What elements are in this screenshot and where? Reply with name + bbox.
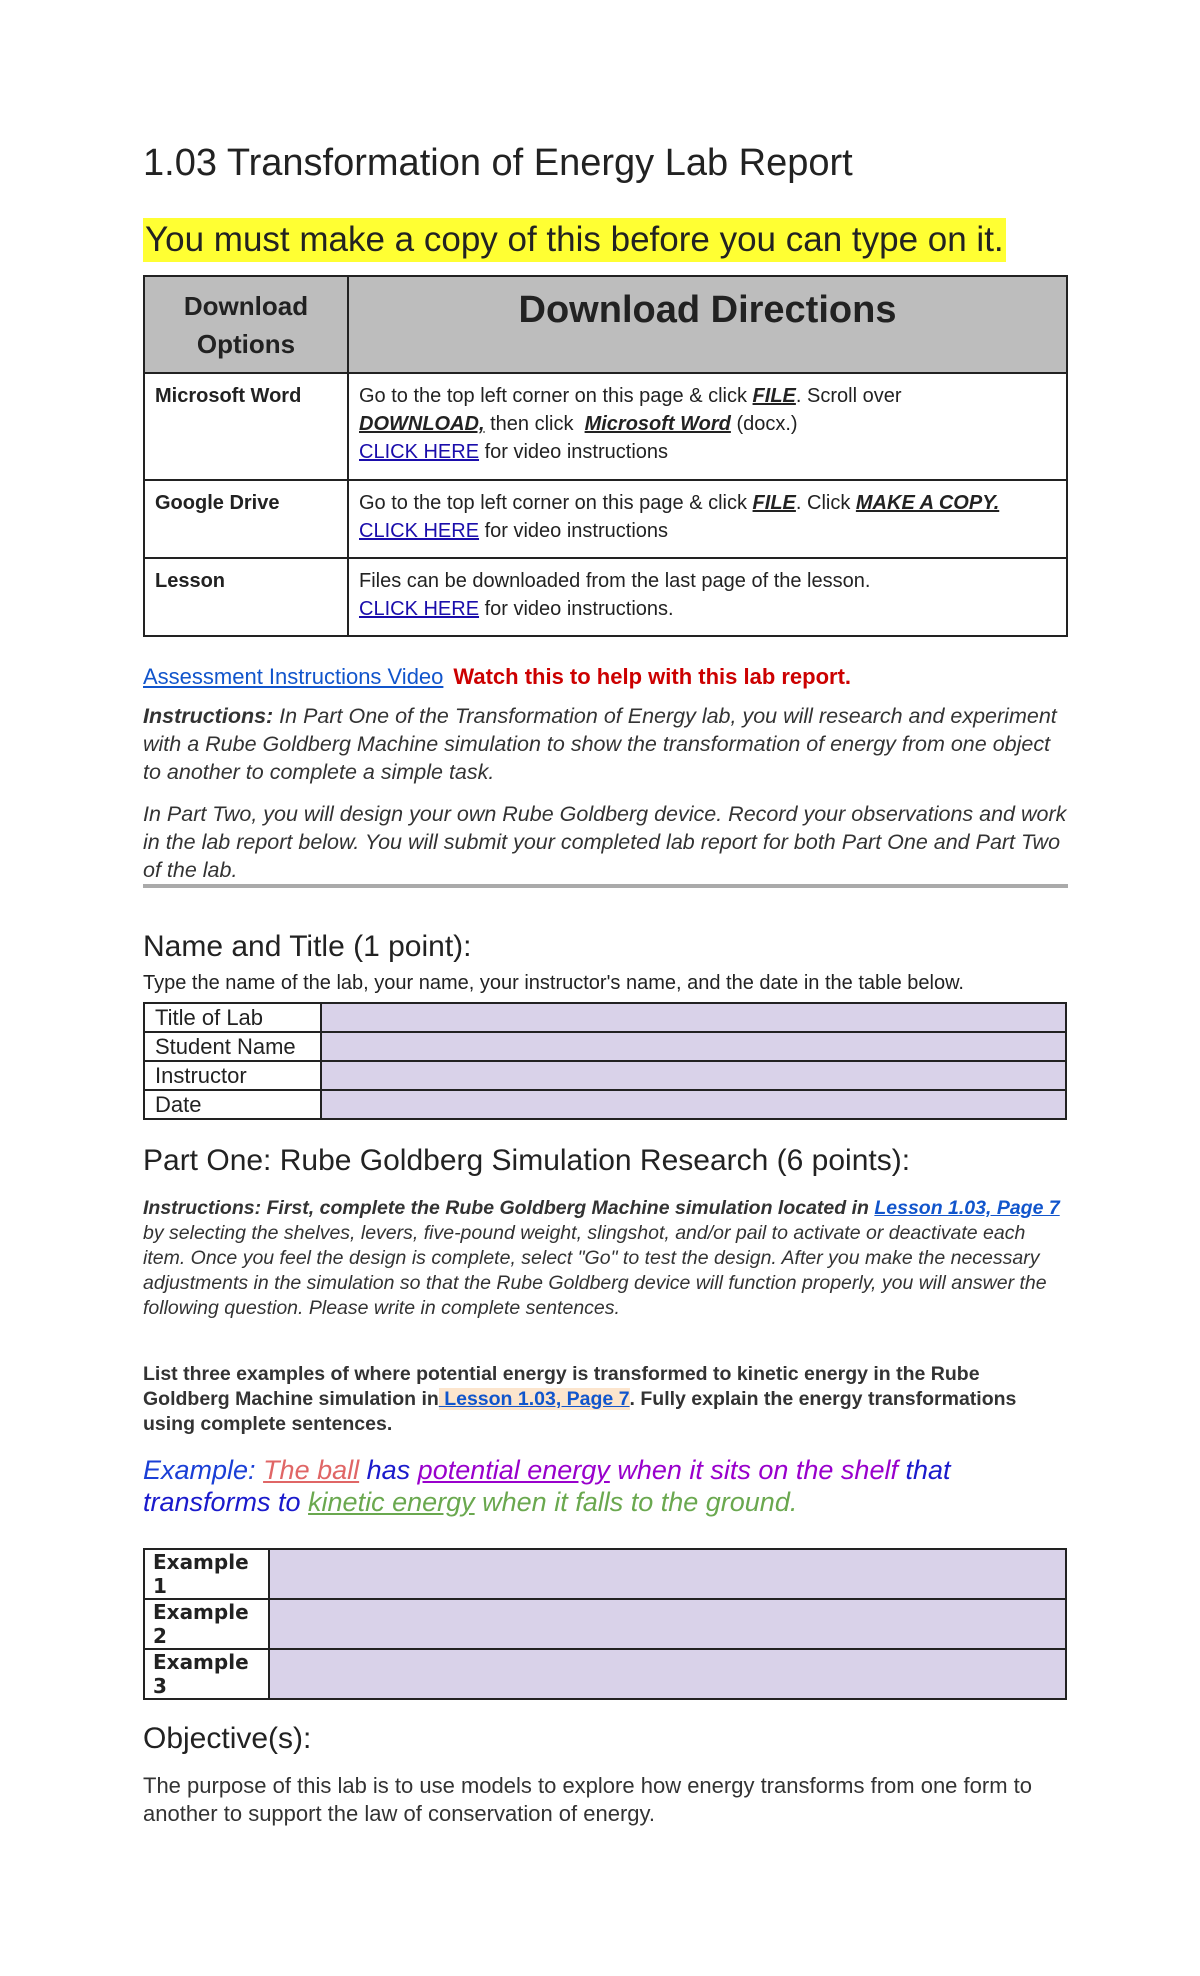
name-title-heading: Name and Title (1 point): xyxy=(143,930,472,963)
example-word: potential energy xyxy=(417,1455,610,1485)
lesson-link[interactable]: Lesson 1.03, Page 7 xyxy=(874,1197,1060,1219)
table-row xyxy=(144,1599,1066,1649)
document-title: 1.03 Transformation of Energy Lab Report xyxy=(143,142,853,184)
example-word: when it sits on the shelf xyxy=(609,1455,906,1485)
download-directions-header: Download Directions xyxy=(348,276,1067,373)
example-word: has xyxy=(359,1455,418,1485)
example-word: when it falls to the ground. xyxy=(474,1487,798,1517)
directions-text: for video instructions xyxy=(479,520,669,542)
click-here-link-drive[interactable]: CLICK HERE xyxy=(359,520,480,542)
example-2-input[interactable] xyxy=(269,1599,1066,1649)
file-keyword: FILE xyxy=(752,385,796,407)
make-a-copy-keyword: MAKE A COPY. xyxy=(855,492,1000,514)
directions-text: then click xyxy=(484,413,585,435)
instructor-input[interactable] xyxy=(321,1061,1066,1090)
prompt-text: . Fully explain the energy transformations using complete sentences. xyxy=(143,1388,1017,1435)
directions-text: (docx.) xyxy=(730,413,798,435)
table-row xyxy=(144,1061,1066,1090)
table-row xyxy=(144,1649,1066,1699)
instructions-paragraph-2: In Part Two, you will design your own Rube Goldberg device. Record your observations and work in the lab report below. You will submit your completed lab report for both Part One and Part Two of the lab. xyxy=(143,802,1067,882)
example-3-label: Example 3 xyxy=(144,1649,269,1699)
click-here-link-lesson[interactable]: CLICK HERE xyxy=(359,598,480,620)
part-one-heading: Part One: Rube Goldberg Simulation Research (6 points): xyxy=(143,1144,911,1177)
option-lesson: Lesson xyxy=(144,558,348,636)
directions-text: for video instructions xyxy=(479,441,669,463)
directions-google-drive xyxy=(348,480,1067,558)
instructions-text: In Part One of the Transformation of Energy lab, you will research and experiment with a Rube Goldberg Machine simulation to show the transformation of energy from one object to another to complete a simple task. xyxy=(143,704,1057,784)
list-three-examples-prompt xyxy=(143,1362,1068,1437)
assessment-video-link[interactable]: Assessment Instructions Video xyxy=(143,664,444,689)
objective-text: The purpose of this lab is to use models to explore how energy transforms from one form to another to support the law of conservation of energy. xyxy=(143,1773,1032,1826)
student-name-input[interactable] xyxy=(321,1032,1066,1061)
option-microsoft-word: Microsoft Word xyxy=(144,373,348,480)
microsoft-word-keyword: Microsoft Word xyxy=(584,413,731,435)
directions-text: Go to the top left corner on this page & click xyxy=(359,385,753,407)
directions-text: . Scroll over xyxy=(795,385,902,407)
instructor-label: Instructor xyxy=(144,1061,321,1090)
instructions-bold-text: Instructions: First, complete the Rube Goldberg Machine simulation located in xyxy=(143,1197,875,1219)
example-sentence xyxy=(143,1454,1068,1518)
directions-lesson xyxy=(348,558,1067,636)
file-keyword: FILE xyxy=(752,492,796,514)
example-word: that transforms to xyxy=(143,1455,951,1517)
name-title-subtext: Type the name of the lab, your name, your instructor's name, and the date in the table below. xyxy=(143,972,964,994)
download-keyword: DOWNLOAD, xyxy=(359,413,485,435)
part-one-instructions xyxy=(143,1196,1068,1321)
example-3-input[interactable] xyxy=(269,1649,1066,1699)
example-1-label: Example 1 xyxy=(144,1549,269,1599)
directions-text: for video instructions. xyxy=(479,598,674,620)
instructions-text: by selecting the shelves, levers, five-pound weight, slingshot, and/or pail to activate or deactivate each item. Once you feel the design is complete, select "Go" to test the design. After you make the necessary adjustments in the simulation so that the Rube Goldberg device will function properly, you will answer the following question. Please write in complete sentences. xyxy=(143,1222,1047,1319)
directions-text: Go to the top left corner on this page & click xyxy=(359,492,753,514)
directions-text: Files can be downloaded from the last page of the lesson. xyxy=(359,570,871,592)
download-options-table xyxy=(143,275,1068,637)
examples-table xyxy=(143,1548,1067,1700)
date-input[interactable] xyxy=(321,1090,1066,1119)
table-row xyxy=(144,1032,1066,1061)
example-word: : xyxy=(248,1455,264,1485)
example-word: kinetic energy xyxy=(308,1487,475,1517)
name-title-table xyxy=(143,1002,1067,1120)
section-divider xyxy=(143,884,1068,888)
table-row xyxy=(144,1090,1066,1119)
assessment-line xyxy=(143,664,851,690)
table-row xyxy=(144,1549,1066,1599)
date-label: Date xyxy=(144,1090,321,1119)
copy-warning-banner: You must make a copy of this before you can type on it. xyxy=(143,218,1006,262)
objective-heading: Objective(s): xyxy=(143,1722,312,1755)
directions-microsoft-word xyxy=(348,373,1067,480)
click-here-link-word[interactable]: CLICK HERE xyxy=(359,441,480,463)
example-1-input[interactable] xyxy=(269,1549,1066,1599)
student-name-label: Student Name xyxy=(144,1032,321,1061)
instructions-label: Instructions: xyxy=(143,704,274,728)
example-word: The ball xyxy=(263,1455,360,1485)
option-google-drive: Google Drive xyxy=(144,480,348,558)
title-of-lab-input[interactable] xyxy=(321,1003,1066,1032)
lesson-link-highlighted[interactable]: Lesson 1.03, Page 7 xyxy=(438,1388,630,1410)
download-options-header: Download Options xyxy=(144,276,348,373)
example-word: Example xyxy=(143,1455,249,1485)
instructions-paragraph-1 xyxy=(143,702,1068,786)
title-of-lab-label: Title of Lab xyxy=(144,1003,321,1032)
watch-note: Watch this to help with this lab report. xyxy=(453,664,852,689)
example-2-label: Example 2 xyxy=(144,1599,269,1649)
prompt-text: List three examples of where potential energy is transformed to kinetic energy in the Rube Goldberg Machine simulation in xyxy=(143,1363,980,1410)
table-row xyxy=(144,1003,1066,1032)
directions-text: . Click xyxy=(795,492,856,514)
